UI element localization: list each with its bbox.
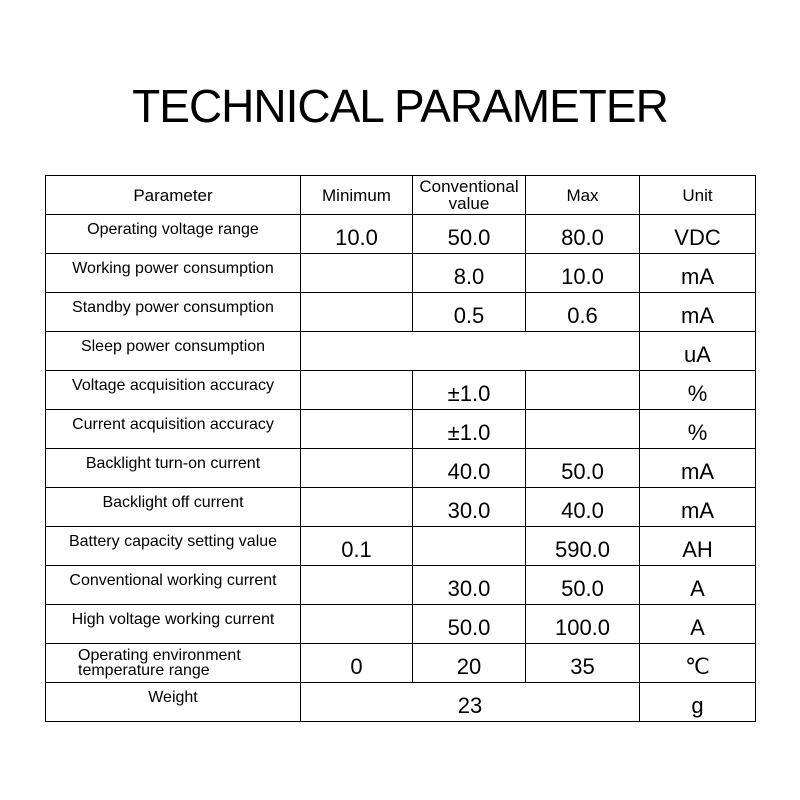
row-conv <box>413 449 526 488</box>
table-row <box>46 293 756 332</box>
row-min-text: 0.1 <box>341 537 372 562</box>
row-min <box>301 449 413 488</box>
row-conv-text: 50.0 <box>447 615 491 640</box>
row-min <box>301 293 413 332</box>
row-max <box>526 566 640 605</box>
row-min <box>301 215 413 254</box>
row-max <box>526 254 640 293</box>
row-conv <box>413 488 526 527</box>
row-name <box>46 566 301 605</box>
row-conv <box>413 293 526 332</box>
row-unit <box>640 683 756 722</box>
row-max <box>526 449 640 488</box>
row-conv-text: 40.0 <box>447 459 491 484</box>
header-unit: Unit <box>640 176 756 215</box>
row-name-text: Voltage acquisition accuracy <box>72 376 274 394</box>
row-name <box>46 410 301 449</box>
row-name <box>46 254 301 293</box>
parameter-table <box>45 175 756 722</box>
row-name <box>46 527 301 566</box>
row-name-text: Operating environment temperature range <box>78 647 241 679</box>
row-max-text: 35 <box>570 654 595 679</box>
row-min-text: 0 <box>350 654 363 679</box>
table-row <box>46 566 756 605</box>
row-max-text: 590.0 <box>554 537 611 562</box>
row-name <box>46 683 301 722</box>
row-max <box>526 410 640 449</box>
row-name <box>46 371 301 410</box>
row-max-text: 10.0 <box>561 264 604 289</box>
row-max <box>526 527 640 566</box>
row-conv <box>413 215 526 254</box>
table-row <box>46 332 756 371</box>
row-name-text: High voltage working current <box>71 610 275 628</box>
table-row <box>46 215 756 254</box>
row-min <box>301 488 413 527</box>
row-name <box>46 332 301 371</box>
table-row <box>46 644 756 683</box>
row-unit <box>640 215 756 254</box>
row-unit-text: VDC <box>674 225 721 250</box>
row-conv-text: 0.5 <box>453 303 485 328</box>
row-conv <box>413 410 526 449</box>
row-conv-text: 8.0 <box>453 264 485 289</box>
row-conv <box>413 371 526 410</box>
table-row <box>46 605 756 644</box>
row-name-text: Backlight off current <box>102 493 244 511</box>
row-max-text: 80.0 <box>561 225 604 250</box>
row-max-text: 40.0 <box>561 498 604 523</box>
row-unit-text: mA <box>681 303 714 328</box>
row-unit-text: A <box>690 615 705 640</box>
row-max <box>526 605 640 644</box>
row-unit-text: mA <box>681 264 714 289</box>
table-header-row <box>46 176 756 215</box>
row-unit <box>640 488 756 527</box>
row-values-merged <box>301 683 640 722</box>
row-max <box>526 371 640 410</box>
row-max-text: 0.6 <box>567 303 598 328</box>
row-conv-text: ±1.0 <box>447 420 491 445</box>
row-name-text: Sleep power consumption <box>80 337 266 355</box>
row-conv-text: 30.0 <box>447 576 491 601</box>
row-unit <box>640 332 756 371</box>
row-max <box>526 644 640 683</box>
header-minimum: Minimum <box>301 176 413 215</box>
row-unit <box>640 644 756 683</box>
row-conv <box>413 254 526 293</box>
header-max: Max <box>526 176 640 215</box>
table-row <box>46 254 756 293</box>
row-min <box>301 527 413 566</box>
row-max <box>526 215 640 254</box>
row-unit-text: ℃ <box>685 654 710 679</box>
row-name-text: Backlight turn-on current <box>85 454 261 472</box>
table-row <box>46 527 756 566</box>
table-row <box>46 449 756 488</box>
row-values-merged <box>301 332 640 371</box>
row-unit <box>640 527 756 566</box>
row-name <box>46 215 301 254</box>
row-max <box>526 293 640 332</box>
table-row <box>46 488 756 527</box>
row-min <box>301 566 413 605</box>
row-unit <box>640 410 756 449</box>
row-unit <box>640 605 756 644</box>
row-conv <box>413 527 526 566</box>
row-unit-text: A <box>690 576 705 601</box>
row-unit <box>640 566 756 605</box>
row-name-text: Current acquisition accuracy <box>72 415 274 433</box>
row-name-text: Standby power consumption <box>72 298 274 316</box>
row-unit-text: AH <box>682 537 713 562</box>
row-unit-text: % <box>687 381 708 406</box>
row-conv-text: 23 <box>457 693 483 718</box>
row-conv <box>413 566 526 605</box>
header-conventional-label: Conventional value <box>419 177 519 213</box>
row-unit <box>640 449 756 488</box>
table-row <box>46 683 756 722</box>
row-min <box>301 644 413 683</box>
table-row <box>46 371 756 410</box>
row-name <box>46 449 301 488</box>
header-conventional <box>413 176 526 215</box>
row-min-text: 10.0 <box>335 225 378 250</box>
row-min <box>301 410 413 449</box>
row-unit-text: g <box>691 693 704 718</box>
row-conv-text: 30.0 <box>447 498 491 523</box>
row-max <box>526 488 640 527</box>
row-name-text: Battery capacity setting value <box>68 532 278 550</box>
row-conv <box>413 605 526 644</box>
table-row <box>46 410 756 449</box>
row-conv-text: 50.0 <box>447 225 491 250</box>
row-name-text: Conventional working current <box>69 571 277 589</box>
row-name <box>46 644 301 683</box>
row-min <box>301 605 413 644</box>
row-max-text: 50.0 <box>561 576 604 601</box>
row-unit <box>640 293 756 332</box>
row-conv-text: ±1.0 <box>447 381 491 406</box>
row-conv <box>413 644 526 683</box>
row-unit-text: mA <box>681 498 714 523</box>
row-unit-text: % <box>687 420 708 445</box>
row-name-text: Operating voltage range <box>87 220 259 238</box>
row-max-text: 50.0 <box>561 459 604 484</box>
page-title: TECHNICAL PARAMETER <box>132 80 668 132</box>
row-name-text: Working power consumption <box>72 259 274 277</box>
row-unit <box>640 254 756 293</box>
row-unit-text: mA <box>681 459 714 484</box>
row-conv-text: 20 <box>456 654 482 679</box>
row-unit-text: uA <box>684 342 711 367</box>
header-parameter: Parameter <box>46 176 301 215</box>
row-name <box>46 605 301 644</box>
row-name <box>46 293 301 332</box>
row-min <box>301 371 413 410</box>
row-name-text: Weight <box>148 688 198 706</box>
row-unit <box>640 371 756 410</box>
row-name <box>46 488 301 527</box>
row-max-text: 100.0 <box>554 615 611 640</box>
row-min <box>301 254 413 293</box>
